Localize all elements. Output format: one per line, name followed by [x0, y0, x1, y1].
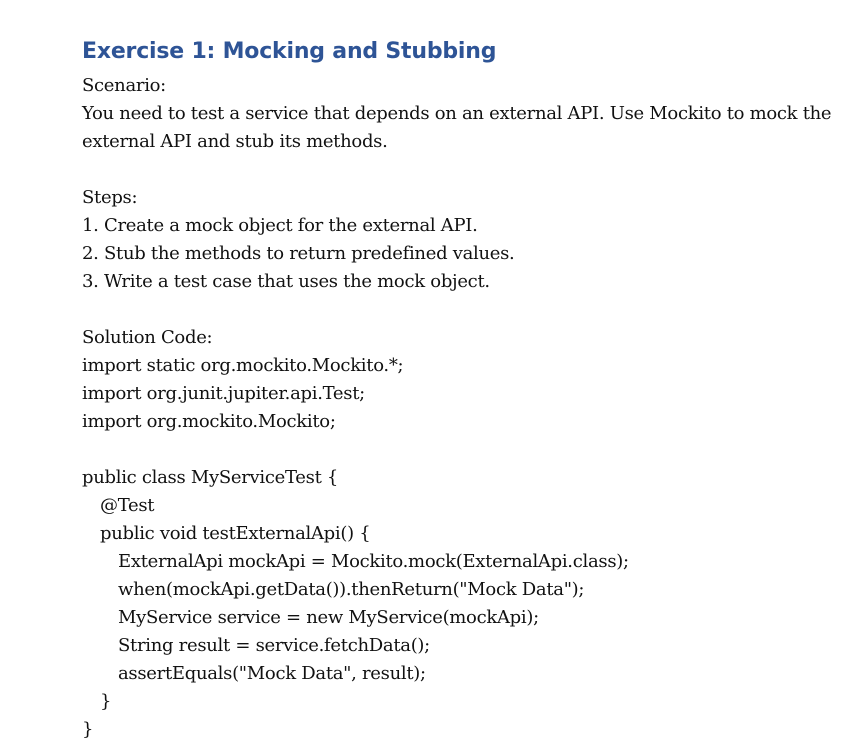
code-line: ExternalApi mockApi = Mockito.mock(ExternalApi.class); [118, 551, 629, 572]
spacer [82, 436, 842, 464]
step-item: 2. Stub the methods to return predefined values. [82, 243, 515, 264]
class-declaration: public class MyServiceTest { [82, 467, 339, 488]
test-annotation: @Test [100, 495, 155, 516]
code-line: when(mockApi.getData()).thenReturn("Mock Data"); [118, 579, 585, 600]
step-item: 1. Create a mock object for the external API. [82, 215, 478, 236]
document-page [82, 38, 842, 744]
step-item: 3. Write a test case that uses the mock object. [82, 271, 490, 292]
import-line: import org.mockito.Mockito; [82, 411, 336, 432]
spacer [82, 296, 842, 324]
class-close-brace: } [82, 719, 94, 740]
spacer [82, 156, 842, 184]
exercise-title: Exercise 1: Mocking and Stubbing [82, 39, 497, 64]
code-line: String result = service.fetchData(); [118, 635, 430, 656]
import-line: import org.junit.jupiter.api.Test; [82, 383, 365, 404]
code-line: MyService service = new MyService(mockApi); [118, 607, 539, 628]
import-line: import static org.mockito.Mockito.*; [82, 355, 404, 376]
scenario-label: Scenario: [82, 75, 166, 96]
code-line: assertEquals("Mock Data", result); [118, 663, 426, 684]
scenario-text: You need to test a service that depends on an external API. Use Mockito to mock the external API and stub its methods. [82, 103, 832, 152]
steps-label: Steps: [82, 187, 138, 208]
document-body [82, 72, 842, 744]
method-close-brace: } [100, 691, 112, 712]
method-declaration: public void testExternalApi() { [100, 523, 371, 544]
solution-label: Solution Code: [82, 327, 213, 348]
